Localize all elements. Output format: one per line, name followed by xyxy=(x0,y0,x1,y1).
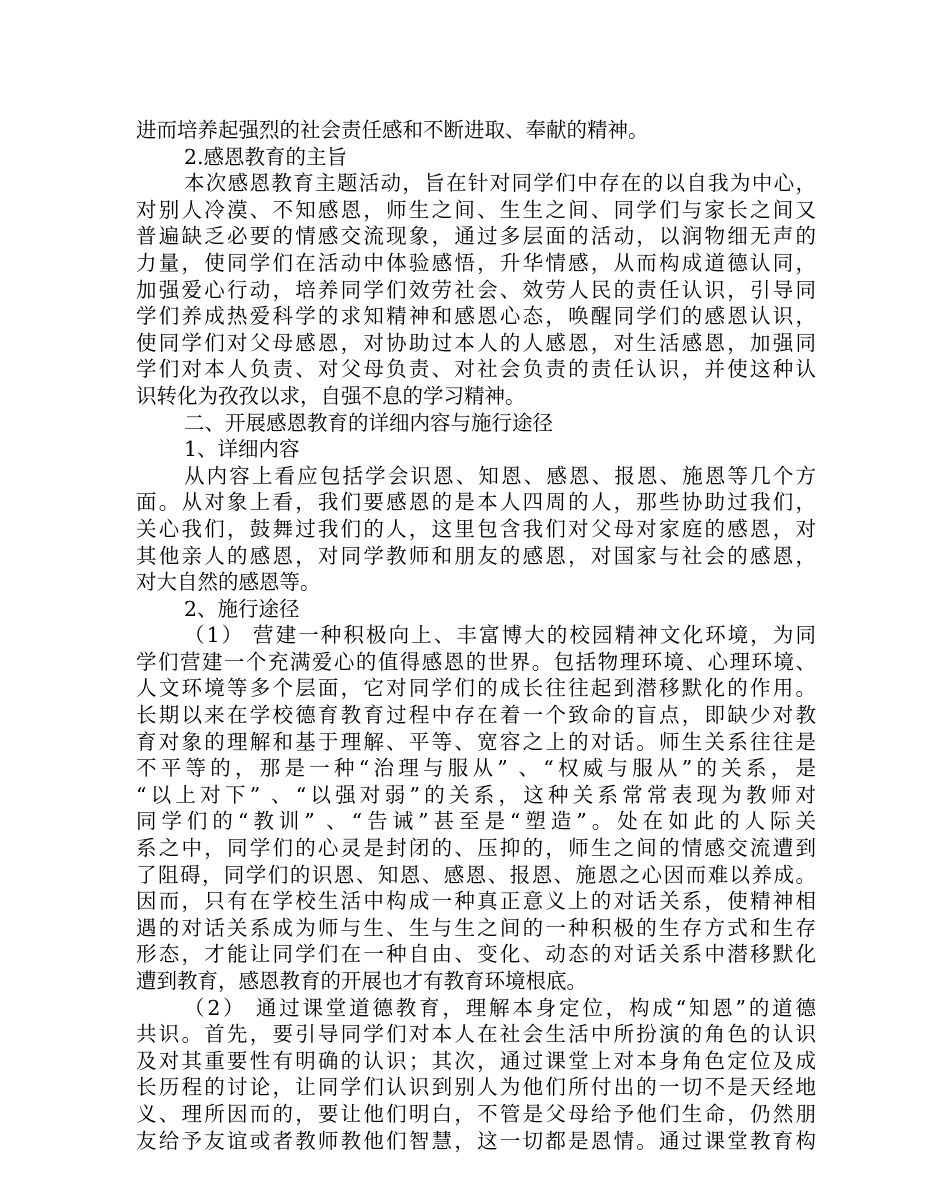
text-line: 二、开展感恩教育的详细内容与施行途径 xyxy=(184,410,553,435)
text-line: 加强爱心行动，培养同学们效劳社会、效劳人民的责任认识，引导同 xyxy=(136,277,816,302)
text-line: 学们对本人负责、对父母负责、对社会负责的责任认识，并使这种认 xyxy=(136,357,816,382)
text-line: 识转化为孜孜以求，自强不息的学习精神。 xyxy=(136,383,526,408)
text-line: 普遍缺乏必要的情感交流现象，通过多层面的活动，以润物细无声的 xyxy=(136,224,816,249)
text-line: 了阻碍，同学们的识恩、知恩、感恩、报恩、施恩之心因而难以养成。 xyxy=(136,862,816,887)
text-line: 遇的对话关系成为师与生、生与生之间的一种积极的生存方式和生存 xyxy=(136,915,816,940)
text-line: 进而培养起强烈的社会责任感和不断进取、奉献的精神。 xyxy=(136,118,649,142)
text-line: 力量，使同学们在活动中体验感悟，升华情感，从而构成道德认同， xyxy=(136,250,816,275)
text-line: 遭到教育，感恩教育的开展也才有教育环境根底。 xyxy=(136,969,587,993)
text-line: 育对象的理解和基于理解、平等、宽容之上的对话。师生关系往往是 xyxy=(136,729,816,754)
document-body-text xyxy=(136,117,816,1154)
text-line: 同学们的“教训” 、“告诫”甚至是“塑造”。处在如此的人际关 xyxy=(136,809,816,834)
text-line: 从内容上看应包括学会识恩、知恩、感恩、报恩、施恩等几个方 xyxy=(184,463,816,488)
text-line: 共识。首先，要引导同学们对本人在社会生活中所扮演的角色的认识 xyxy=(136,1022,816,1047)
text-line: 2.感恩教育的主旨 xyxy=(184,144,348,169)
text-line: 2、施行途径 xyxy=(184,596,300,621)
text-line: 因而，只有在学校生活中构成一种真正意义上的对话关系，使精神相 xyxy=(136,889,816,914)
text-line: 对大自然的感恩等。 xyxy=(136,570,321,595)
text-line: 人文环境等多个层面，它对同学们的成长往往起到潜移默化的作用。 xyxy=(136,676,816,701)
text-line: 及对其重要性有明确的认识；其次，通过课堂上对本身角色定位及成 xyxy=(136,1048,816,1073)
text-line: 学们养成热爱科学的求知精神和感恩心态，唤醒同学们的感恩认识， xyxy=(136,304,816,329)
text-line: 义、理所因而的，要让他们明白，不管是父母给予他们生命，仍然朋 xyxy=(136,1101,816,1126)
text-line: 使同学们对父母感恩，对协助过本人的人感恩，对生活感恩，加强同 xyxy=(136,330,816,355)
text-line: 形态，才能让同学们在一种自由、变化、动态的对话关系中潜移默化 xyxy=(136,942,816,967)
text-line: 关心我们，鼓舞过我们的人，这里包含我们对父母对家庭的感恩，对 xyxy=(136,516,816,541)
text-line: 本次感恩教育主题活动，旨在针对同学们中存在的以自我为中心， xyxy=(184,171,816,196)
text-line: 学们营建一个充满爱心的值得感恩的世界。包括物理环境、心理环境、 xyxy=(136,649,816,674)
text-line: （1） 营建一种积极向上、丰富博大的校园精神文化环境，为同 xyxy=(184,623,816,648)
text-line: 对别人冷漠、不知感恩，师生之间、生生之间、同学们与家长之间又 xyxy=(136,197,816,222)
text-line: 友给予友谊或者教师教他们智慧，这一切都是恩情。通过课堂教育构 xyxy=(136,1128,816,1153)
text-line: （2） 通过课堂道德教育，理解本身定位，构成“知恩”的道德 xyxy=(184,995,816,1020)
text-line: 1、详细内容 xyxy=(184,437,300,462)
text-line: 长历程的讨论，让同学们认识到别人为他们所付出的一切不是天经地 xyxy=(136,1075,816,1100)
text-line: 长期以来在学校德育教育过程中存在着一个致命的盲点，即缺少对教 xyxy=(136,703,816,728)
text-line: 其他亲人的感恩，对同学教师和朋友的感恩，对国家与社会的感恩， xyxy=(136,543,816,568)
text-line: 面。从对象上看，我们要感恩的是本人四周的人，那些协助过我们， xyxy=(136,490,816,515)
text-line: 不平等的，那是一种“治理与服从” 、“权威与服从”的关系，是 xyxy=(136,756,816,781)
text-line: 系之中，同学们的心灵是封闭的、压抑的，师生之间的情感交流遭到 xyxy=(136,836,816,861)
text-line: “以上对下” 、“以强对弱”的关系，这种关系常常表现为教师对 xyxy=(136,782,816,807)
